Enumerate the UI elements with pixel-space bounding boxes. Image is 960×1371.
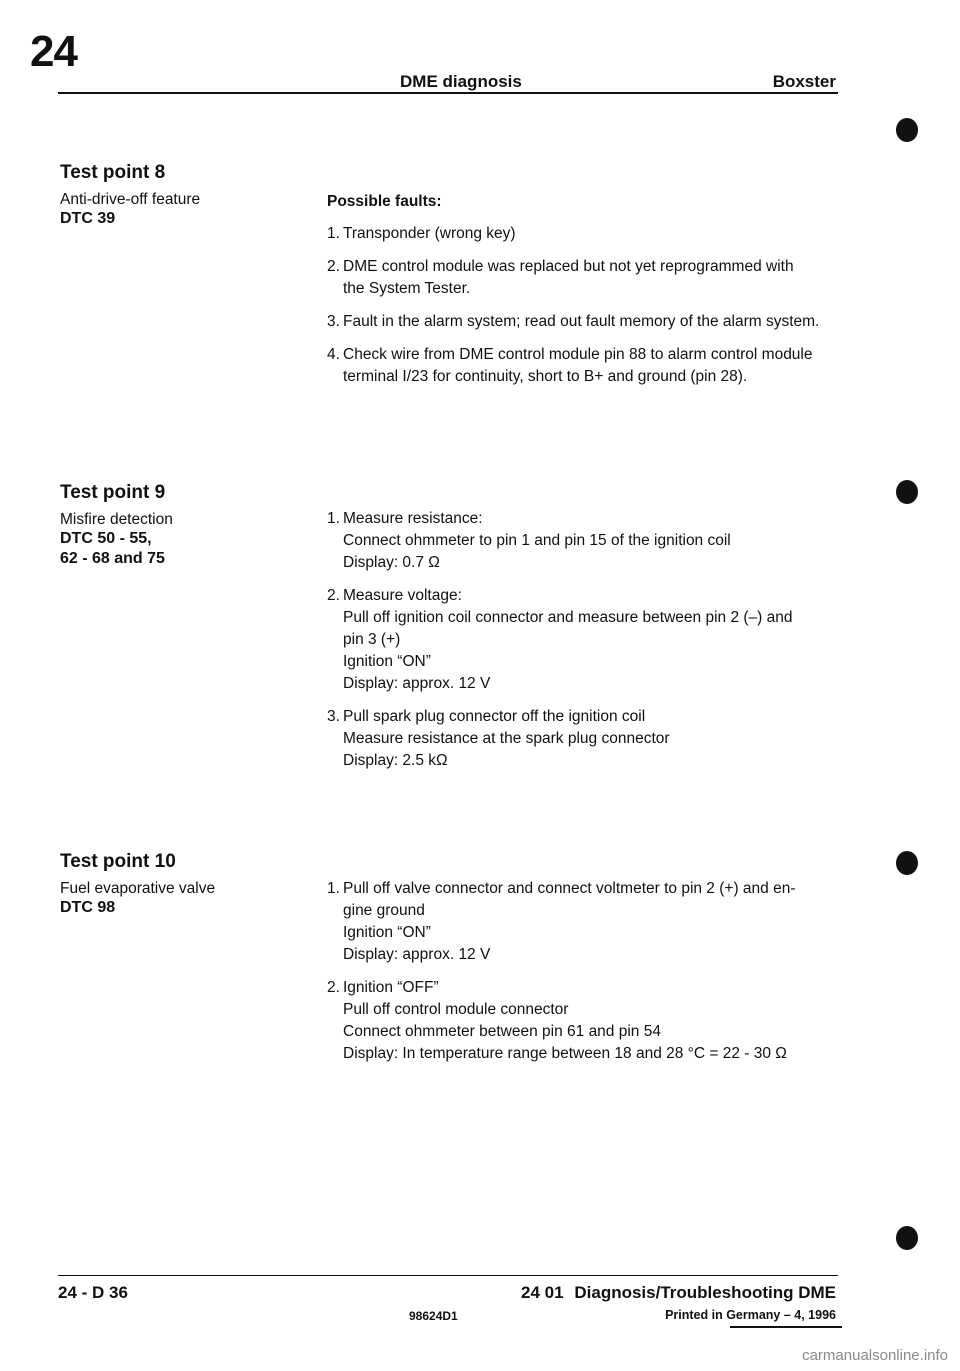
dtc-line: DTC 98 [60, 899, 116, 917]
list-item [327, 256, 842, 300]
list-item [327, 311, 842, 333]
item-line: Display: approx. 12 V [343, 675, 491, 692]
item-number: 3. [327, 708, 340, 725]
item-line: terminal I/23 for continuity, short to B+ and ground (pin 28). [343, 368, 748, 385]
item-line: Display: In temperature range between 18 and 28 °C = 22 - 30 Ω [343, 1045, 787, 1062]
footer-title: Diagnosis/Troubleshooting DME [574, 1283, 836, 1302]
item-line: Pull off ignition coil connector and measure between pin 2 (–) and [343, 609, 793, 626]
test-point-8-info [60, 162, 310, 229]
list-item [327, 508, 842, 574]
footer-document-number: 98624D1 [409, 1309, 458, 1323]
footer-rule-short [730, 1326, 842, 1328]
item-line: Display: approx. 12 V [343, 946, 491, 963]
footer-printed-info: Printed in Germany – 4, 1996 [665, 1308, 836, 1322]
list-item [327, 223, 842, 245]
item-line: Measure resistance: [343, 510, 483, 527]
item-line: Pull off valve connector and connect voltmeter to pin 2 (+) and en- [343, 880, 796, 897]
dtc-line: DTC 39 [60, 210, 116, 228]
margin-dot-3 [896, 851, 918, 875]
item-line: pin 3 (+) [343, 631, 401, 648]
item-line: Check wire from DME control module pin 88 to alarm control module [343, 346, 813, 363]
footer-code: 24 01 [521, 1283, 564, 1302]
test-point-9-steps [327, 508, 842, 783]
item-number: 4. [327, 346, 340, 363]
item-line: the System Tester. [343, 280, 471, 297]
possible-faults-heading: Possible faults: [327, 193, 442, 210]
item-line: Fault in the alarm system; read out fault memory of the alarm system. [343, 313, 820, 330]
item-number: 1. [327, 510, 340, 527]
test-point-9-info [60, 482, 310, 568]
chapter-number: 24 [30, 27, 77, 76]
footer-page-number: 24 - D 36 [58, 1283, 128, 1302]
header-title: DME diagnosis [400, 72, 522, 91]
item-number: 2. [327, 587, 340, 604]
item-line: Display: 2.5 kΩ [343, 752, 448, 769]
item-line: Measure voltage: [343, 587, 462, 604]
test-point-10-info [60, 851, 310, 918]
item-number: 3. [327, 313, 340, 330]
margin-dot-1 [896, 118, 918, 142]
test-point-subtitle: Fuel evaporative valve [60, 879, 216, 897]
item-line: Ignition “ON” [343, 653, 431, 670]
margin-dot-2 [896, 480, 918, 504]
test-point-10-steps [327, 878, 842, 1076]
header-model: Boxster [772, 72, 836, 91]
list-item [327, 878, 842, 966]
item-number: 1. [327, 880, 340, 897]
item-line: Ignition “ON” [343, 924, 431, 941]
list-item [327, 585, 842, 695]
test-point-subtitle: Misfire detection [60, 510, 173, 528]
item-line: Ignition “OFF” [343, 979, 439, 996]
dtc-line: 62 - 68 and 75 [60, 549, 165, 567]
item-number: 1. [327, 225, 340, 242]
item-line: Connect ohmmeter between pin 61 and pin 54 [343, 1023, 661, 1040]
item-line: gine ground [343, 902, 425, 919]
test-point-title: Test point 10 [60, 851, 176, 872]
list-item [327, 977, 842, 1065]
item-line: Measure resistance at the spark plug connector [343, 730, 670, 747]
test-point-title: Test point 9 [60, 482, 166, 503]
item-number: 2. [327, 979, 340, 996]
test-point-subtitle: Anti-drive-off feature [60, 190, 201, 208]
test-point-8-steps [327, 191, 842, 399]
list-item [327, 344, 842, 388]
footer-rule [58, 1275, 838, 1276]
test-point-title: Test point 8 [60, 162, 166, 183]
item-number: 2. [327, 258, 340, 275]
margin-dot-4 [896, 1226, 918, 1250]
item-line: DME control module was replaced but not yet reprogrammed with [343, 258, 794, 275]
dtc-line: DTC 50 - 55, [60, 530, 152, 548]
watermark: carmanualsonline.info [802, 1347, 948, 1364]
item-line: Pull spark plug connector off the ignition coil [343, 708, 646, 725]
item-line: Transponder (wrong key) [343, 225, 516, 242]
list-item [327, 706, 842, 772]
item-line: Pull off control module connector [343, 1001, 569, 1018]
item-line: Connect ohmmeter to pin 1 and pin 15 of the ignition coil [343, 532, 731, 549]
header-rule [58, 92, 838, 94]
item-line: Display: 0.7 Ω [343, 554, 440, 571]
